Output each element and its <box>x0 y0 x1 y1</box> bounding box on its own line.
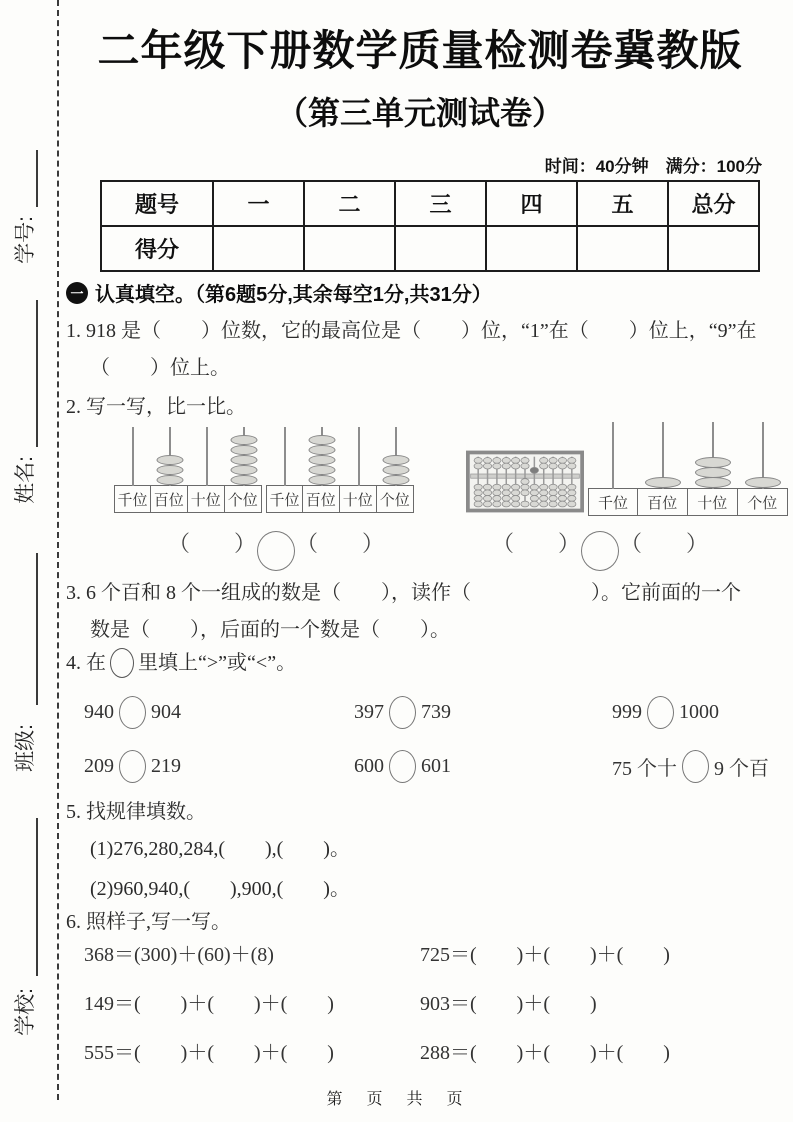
q6-cell: 288＝( )＋( )＋( ) <box>420 1042 670 1064</box>
q6-cell: 903＝( )＋( ) <box>420 993 597 1015</box>
place-value-chart-2 <box>266 427 414 513</box>
abacus-bead <box>308 465 335 475</box>
col-total: 总分 <box>668 181 759 226</box>
abacus-bead <box>308 455 335 465</box>
place-value-chart-1 <box>114 427 262 513</box>
compare-blank-row-left <box>168 527 384 571</box>
abacus-bead <box>695 457 731 468</box>
question-number-header: 题号 <box>101 181 213 226</box>
place-value-label: 百位 <box>637 488 689 516</box>
q6-cell: 368＝(300)＋(60)＋(8) <box>84 944 274 966</box>
place-value-label: 个位 <box>376 485 415 513</box>
place-value-label: 十位 <box>687 488 739 516</box>
student-name-write-line <box>36 300 38 447</box>
abacus-bead <box>308 475 335 485</box>
abacus-bead <box>230 435 257 445</box>
student-name-label <box>0 445 48 515</box>
circle-placeholder-icon <box>110 648 134 678</box>
score-table-score-row <box>101 226 759 271</box>
col-1: 一 <box>213 181 304 226</box>
compare-item: 397 739 <box>354 696 612 729</box>
score-cell-5 <box>577 226 668 271</box>
compare-blank: （ ） <box>168 531 257 556</box>
school-label <box>0 977 48 1047</box>
score-cell-4 <box>486 226 577 271</box>
class-label-text: 班级: <box>14 724 37 772</box>
compare-blank: （ ） <box>620 531 709 556</box>
score-header: 得分 <box>101 226 213 271</box>
question-4-text <box>66 646 296 678</box>
abacus-bead <box>156 465 183 475</box>
question-3-line-1: 3. 6 个百和 8 个一组成的数是（ ），读作（ ）。它前面的一个 <box>66 582 741 604</box>
abacus-bead <box>308 435 335 445</box>
student-id-write-line <box>36 150 38 207</box>
abacus-bead <box>230 445 257 455</box>
place-value-label: 十位 <box>187 485 226 513</box>
compare-item: 75 个十 9 个百 <box>612 750 774 783</box>
abacus-bead <box>156 475 183 485</box>
question-6-grid <box>84 938 774 1065</box>
abacus-bead <box>645 477 681 488</box>
col-2: 二 <box>304 181 395 226</box>
student-id-label-text: 学号: <box>14 216 37 264</box>
score-cell-total <box>668 226 759 271</box>
compare-blank-row-right <box>492 527 708 571</box>
student-name-label-text: 姓名: <box>14 456 37 504</box>
abacus-bead <box>382 455 409 465</box>
abacus-bead <box>230 475 257 485</box>
school-label-text: 学校: <box>14 988 37 1036</box>
q6-cell: 725＝( )＋( )＋( ) <box>420 944 670 966</box>
page-subtitle: （第三单元测试卷） <box>275 95 564 131</box>
compare-item: 999 1000 <box>612 696 774 729</box>
compare-item: 940 904 <box>84 696 354 729</box>
question-1-line-2: （ ）位上。 <box>90 357 230 379</box>
score-table <box>100 180 760 272</box>
exam-meta: 时间：40分钟 满分：100分 <box>544 157 762 176</box>
comparison-circle-placeholder <box>119 696 146 729</box>
col-4: 四 <box>486 181 577 226</box>
place-value-label: 百位 <box>150 485 189 513</box>
abacus-bead <box>156 455 183 465</box>
page-footer: 第 页 共 页 <box>326 1091 467 1108</box>
question-5-text: 5. 找规律填数。 <box>66 801 206 823</box>
question-3-line-2: 数是（ ），后面的一个数是（ ）。 <box>90 619 450 641</box>
class-label <box>0 713 48 783</box>
compare-blank: （ ） <box>296 531 385 556</box>
question-4-row-1 <box>84 696 774 729</box>
q6-cell: 555＝( )＋( )＋( ) <box>84 1042 334 1064</box>
abacus-bead <box>745 477 781 488</box>
compare-item: 600 601 <box>354 750 612 783</box>
seal-dashed-line <box>57 0 59 1100</box>
col-3: 三 <box>395 181 486 226</box>
question-4-text-before: 4. 在 <box>66 652 106 674</box>
score-cell-2 <box>304 226 395 271</box>
score-table-header-row <box>101 181 759 226</box>
col-5: 五 <box>577 181 668 226</box>
place-value-label: 千位 <box>588 488 638 516</box>
q6-cell: 149＝( )＋( )＋( ) <box>84 993 334 1015</box>
place-value-label: 百位 <box>302 485 341 513</box>
abacus-bead <box>230 455 257 465</box>
comparison-circle-placeholder <box>581 531 619 571</box>
place-value-chart-3 <box>588 422 788 516</box>
suanpan-image <box>466 450 584 513</box>
question-5-line-2: (2)960,940,( ),900,( )。 <box>90 878 350 900</box>
question-2-text: 2. 写一写，比一比。 <box>66 396 246 418</box>
section-1-header <box>66 278 492 307</box>
place-value-label: 千位 <box>114 485 151 513</box>
page-title: 二年级下册数学质量检测卷冀教版 <box>97 27 743 74</box>
comparison-circle-placeholder <box>389 750 416 783</box>
abacus-bead <box>382 475 409 485</box>
school-write-line <box>36 818 38 976</box>
question-5-line-1: (1)276,280,284,( ),( )。 <box>90 838 350 860</box>
abacus-bead <box>308 445 335 455</box>
place-value-label: 十位 <box>339 485 378 513</box>
compare-blank: （ ） <box>492 531 581 556</box>
place-value-label: 个位 <box>224 485 263 513</box>
question-4-row-2 <box>84 750 774 783</box>
comparison-circle-placeholder <box>647 696 674 729</box>
section-number-badge: 一 <box>66 282 88 304</box>
abacus-bead <box>230 465 257 475</box>
comparison-circle-placeholder <box>389 696 416 729</box>
question-1-line-1: 1. 918 是（ ）位数，它的最高位是（ ）位，“1”在（ ）位上，“9”在 <box>66 320 757 342</box>
abacus-bead <box>695 477 731 488</box>
question-6-text: 6. 照样子,写一写。 <box>66 911 231 933</box>
student-id-label <box>0 205 48 275</box>
section-1-title: 认真填空。（第6题5分,其余每空1分,共31分） <box>95 284 492 306</box>
place-value-label: 千位 <box>266 485 303 513</box>
comparison-circle-placeholder <box>257 531 295 571</box>
abacus-bead <box>382 465 409 475</box>
score-cell-3 <box>395 226 486 271</box>
abacus-bead <box>695 467 731 478</box>
comparison-circle-placeholder <box>119 750 146 783</box>
class-write-line <box>36 553 38 705</box>
place-value-label: 个位 <box>737 488 789 516</box>
compare-item: 209 219 <box>84 750 354 783</box>
comparison-circle-placeholder <box>682 750 709 783</box>
score-cell-1 <box>213 226 304 271</box>
question-4-text-after: 里填上“>”或“<”。 <box>138 652 297 674</box>
